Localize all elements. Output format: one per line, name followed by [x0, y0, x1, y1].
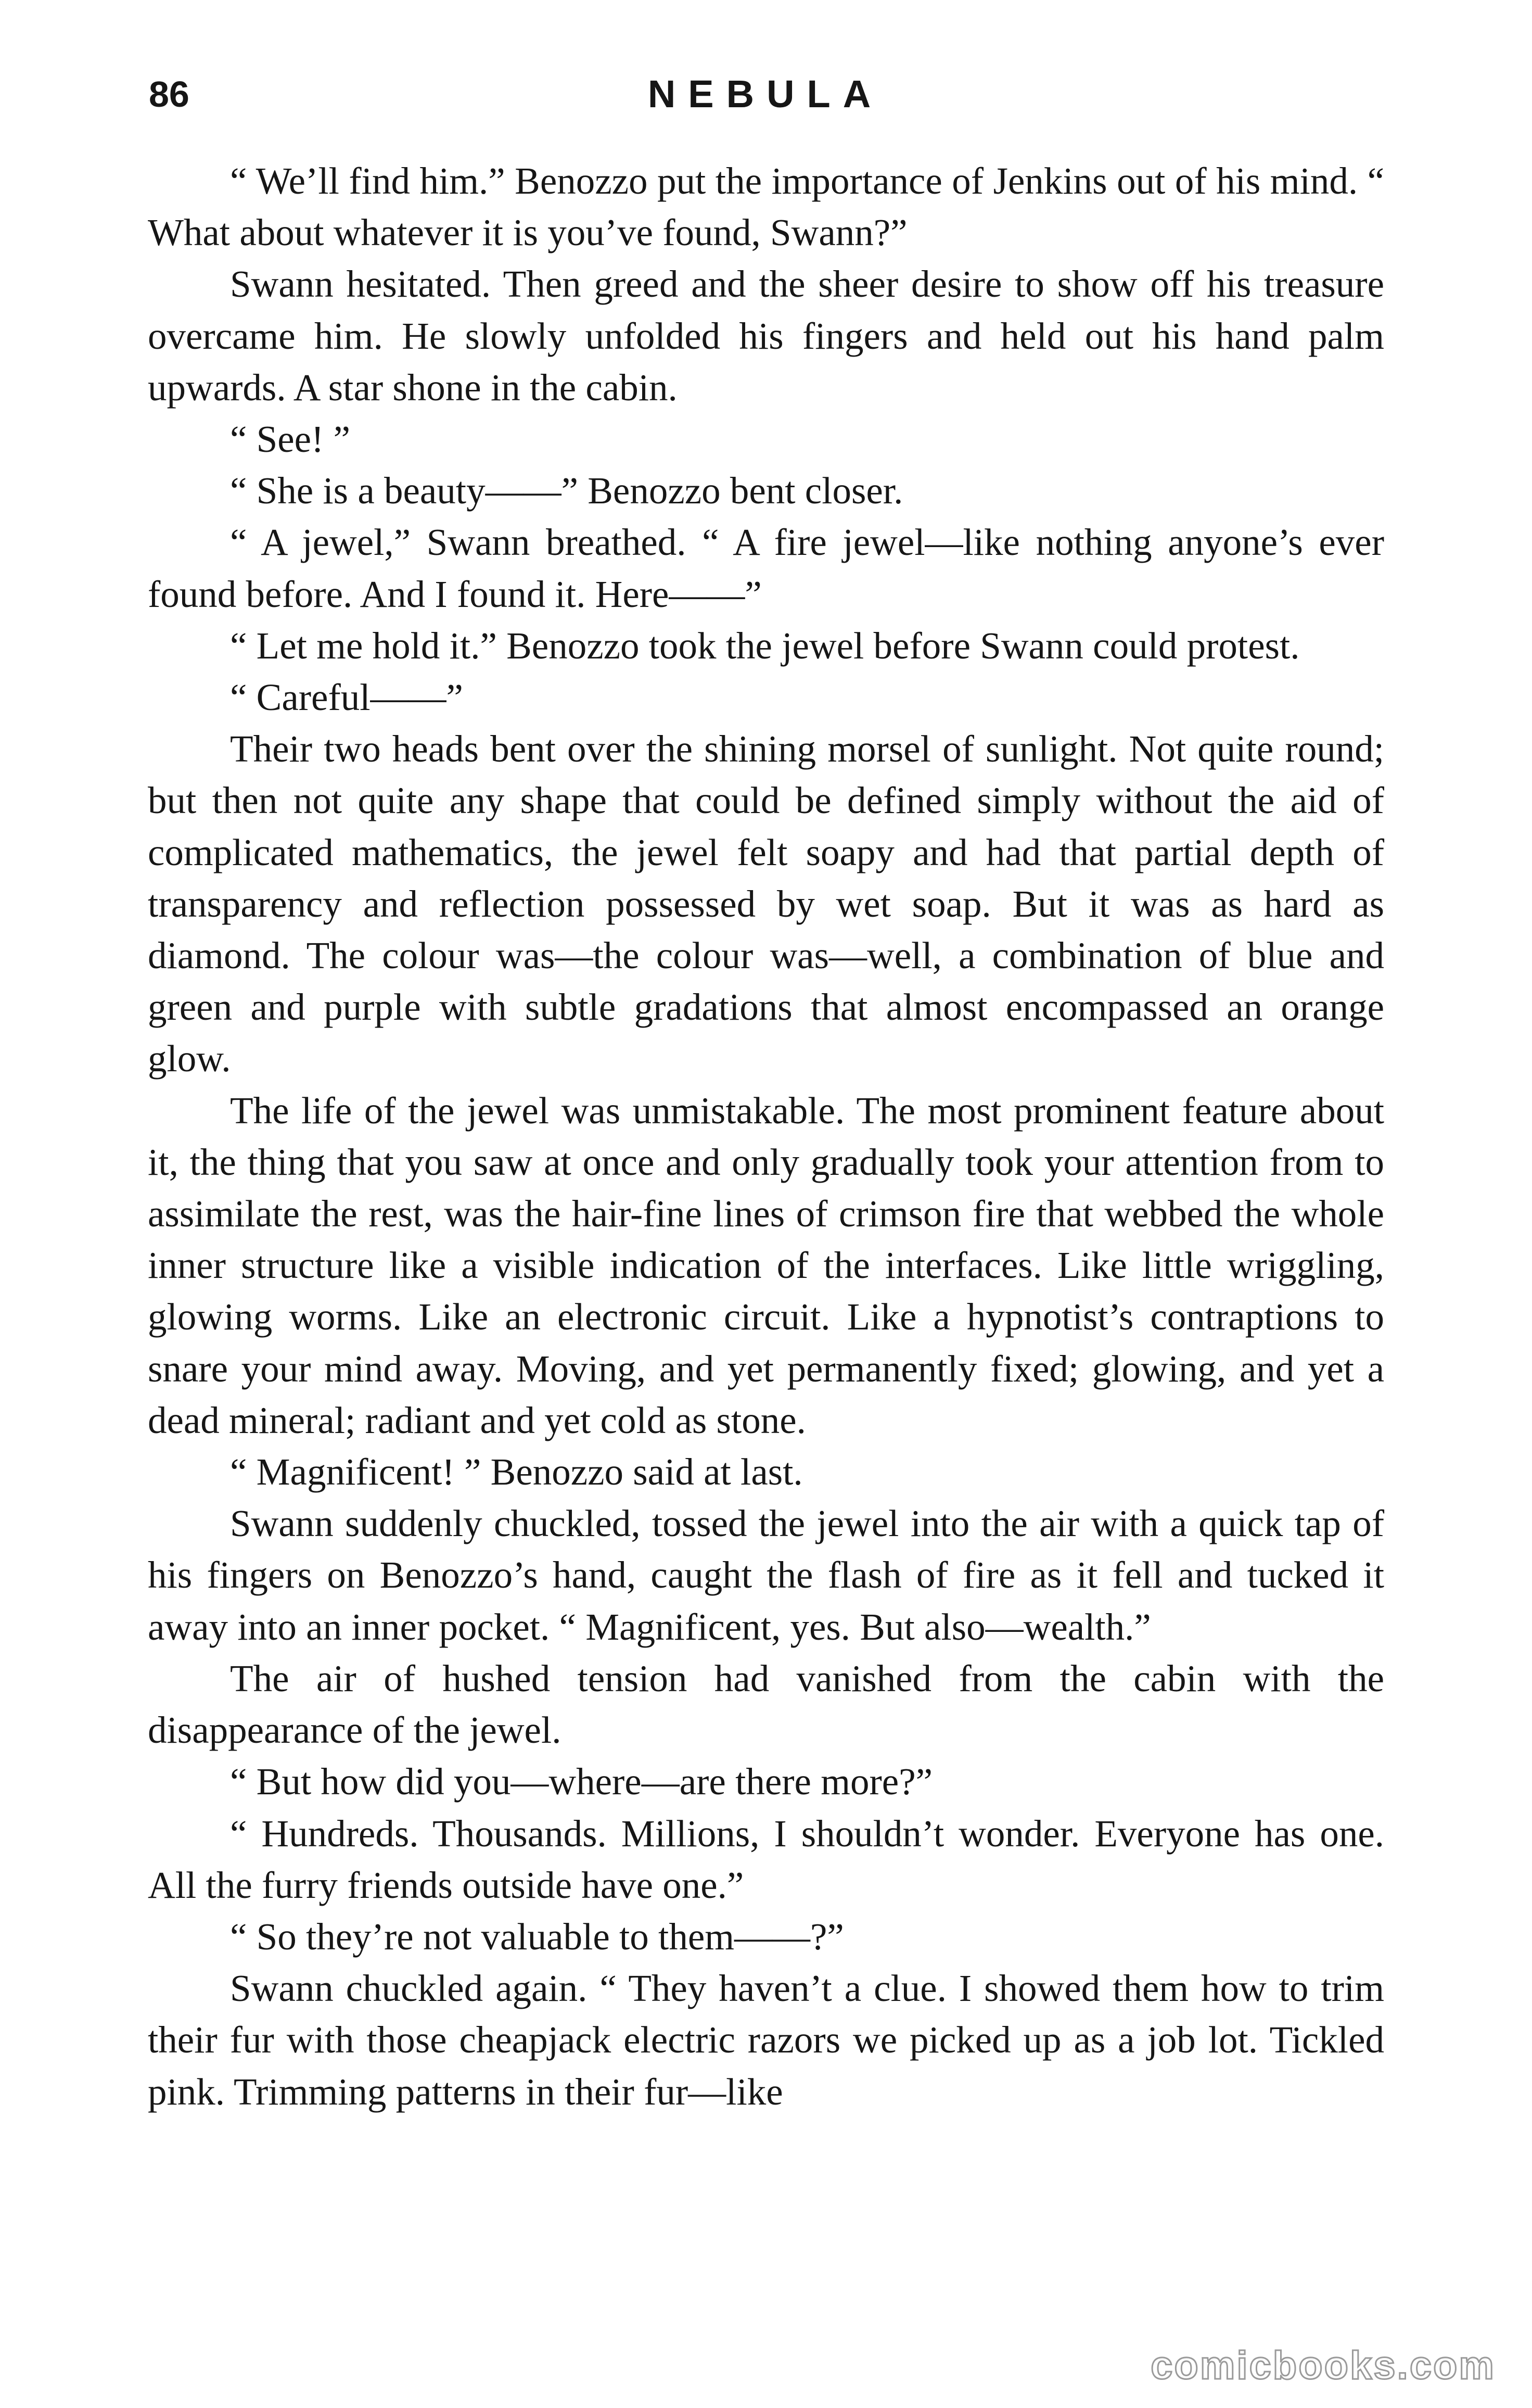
paragraph: “ A jewel,” Swann breathed. “ A fire jewel—like nothing anyone’s ever found before. And I found it. Here——”	[148, 521, 1384, 615]
paragraph: “ Magnificent! ” Benozzo said at last.	[230, 1451, 803, 1493]
text-body	[148, 155, 1384, 2118]
paragraph: “ But how did you—where—are there more?”	[230, 1760, 933, 1803]
paragraph: “ So they’re not valuable to them——?”	[230, 1915, 844, 1958]
paragraph: “ She is a beauty——” Benozzo bent closer.	[230, 470, 903, 512]
paragraph: “ Let me hold it.” Benozzo took the jewel before Swann could protest.	[230, 624, 1300, 667]
paragraph: Swann suddenly chuckled, tossed the jewel into the air with a quick tap of his fingers on Benozzo’s hand, caught the flash of fire as it fell and tucked it away into an inner pocket. “ Magnificent, yes. But also—wealth.”	[148, 1502, 1384, 1648]
paragraph: “ We’ll find him.” Benozzo put the importance of Jenkins out of his mind. “ What about whatever it is you’ve found, Swann?”	[148, 160, 1384, 254]
paragraph: Their two heads bent over the shining morsel of sunlight. Not quite round; but then not quite any shape that could be defined simply without the aid of complicated mathematics, the jewel felt soapy and had that partial depth of transparency and reflection possessed by wet soap. But it was as hard as diamond. The colour was—the colour was—well, a combination of blue and green and purple with subtle gradations that almost encompassed an orange glow.	[148, 728, 1384, 1080]
paragraph: The life of the jewel was unmistakable. The most prominent feature about it, the thing that you saw at once and only gradually took your attention from to assimilate the rest, was the hair-fine lines of crimson fire that webbed the whole inner structure like a visible indication of the interfaces. Like little wriggling, glowing worms. Like an electronic circuit. Like a hypnotist’s contraptions to snare your mind away. Moving, and yet permanently fixed; glowing, and yet a dead mineral; radiant and yet cold as stone.	[148, 1089, 1384, 1441]
paragraph: “ Careful——”	[230, 676, 463, 719]
paragraph: Swann chuckled again. “ They haven’t a clue. I showed them how to trim their fur with those cheapjack electric razors we picked up as a job lot. Tickled pink. Trimming patterns in their fur—like	[148, 1967, 1384, 2113]
book-title: NEBULA	[647, 72, 884, 116]
running-head	[149, 66, 1382, 128]
paragraph: “ Hundreds. Thousands. Millions, I shouldn’t wonder. Everyone has one. All the furry friends outside have one.”	[148, 1812, 1384, 1906]
paragraph: “ See! ”	[230, 418, 351, 461]
page-number: 86	[149, 74, 189, 115]
watermark: comicbooks.com	[1151, 2343, 1496, 2388]
paragraph: Swann hesitated. Then greed and the sheer desire to show off his treasure overcame him. He slowly unfolded his fingers and held out his hand palm upwards. A star shone in the cabin.	[148, 263, 1384, 409]
paragraph: The air of hushed tension had vanished from the cabin with the disappearance of the jewel.	[148, 1657, 1384, 1752]
